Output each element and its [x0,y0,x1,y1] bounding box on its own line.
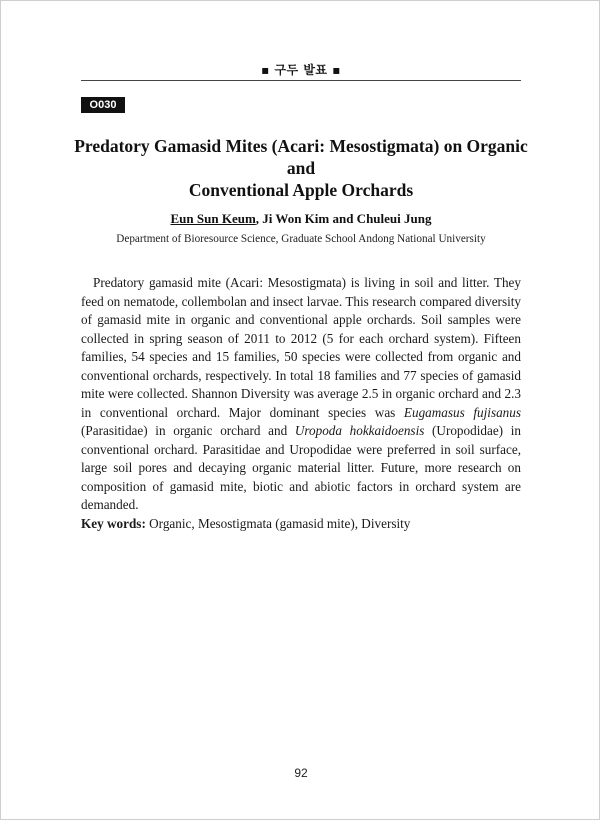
title-line-1: Predatory Gamasid Mites (Acari: Mesostigmata) on Organic and [74,136,528,178]
affiliation: Department of Bioresource Science, Graduate School Andong National University [116,233,486,245]
page-number: 92 [294,766,308,780]
abstract-text-part-2: (Parasitidae) in organic orchard and [81,423,295,438]
abstract-text-part-3: (Uropodidae) in conventional orchard. Parasitidae and Uropodidae were preferred in soil surface, large soil pores and decaying organic material litter. Future, more research on composition of gamasid mite, biotic and abiotic factors in orchard system are demanded. [81,423,521,512]
author-list [81,211,521,227]
title-line-2: Conventional Apple Orchards [188,180,414,200]
presenting-author: Eun Sun Keum [170,211,256,226]
species-name-2: Uropoda hokkaidoensis [294,423,425,438]
coauthors: Ji Won Kim and Chuleui Jung [262,211,432,226]
keywords-text: Organic, Mesostigmata (gamasid mite), Diversity [145,516,411,531]
abstract-body [81,274,521,515]
abstract-text-part-1: Predatory gamasid mite (Acari: Mesostigmata) is living in soil and litter. They feed on nematode, collembolan and insect larvae. This research compared diversity of gamasid mite in organic and conventional apple orchards. Soil samples were collected in spring season of 2011 to 2012 (5 for each orchard system). Fifteen families, 54 species and 15 families, 50 species were collected from organic and conventional orchards, respectively. In total 18 families and 77 species of gamasid mite were collected. Shannon Diversity was average 2.5 in organic orchard and 2.3 in conventional orchard. Major dominant species was [81,275,521,420]
paper-title [71,135,531,201]
keywords [81,515,521,533]
abstract-code-badge: O030 [81,97,125,113]
author-separator: , [255,211,263,226]
section-header: ▪ 구두 발표 ▪ [261,63,341,77]
header-divider [81,80,521,81]
species-name-1: Eugamasus fujisanus [403,404,521,420]
keywords-label: Key words: [81,516,146,531]
